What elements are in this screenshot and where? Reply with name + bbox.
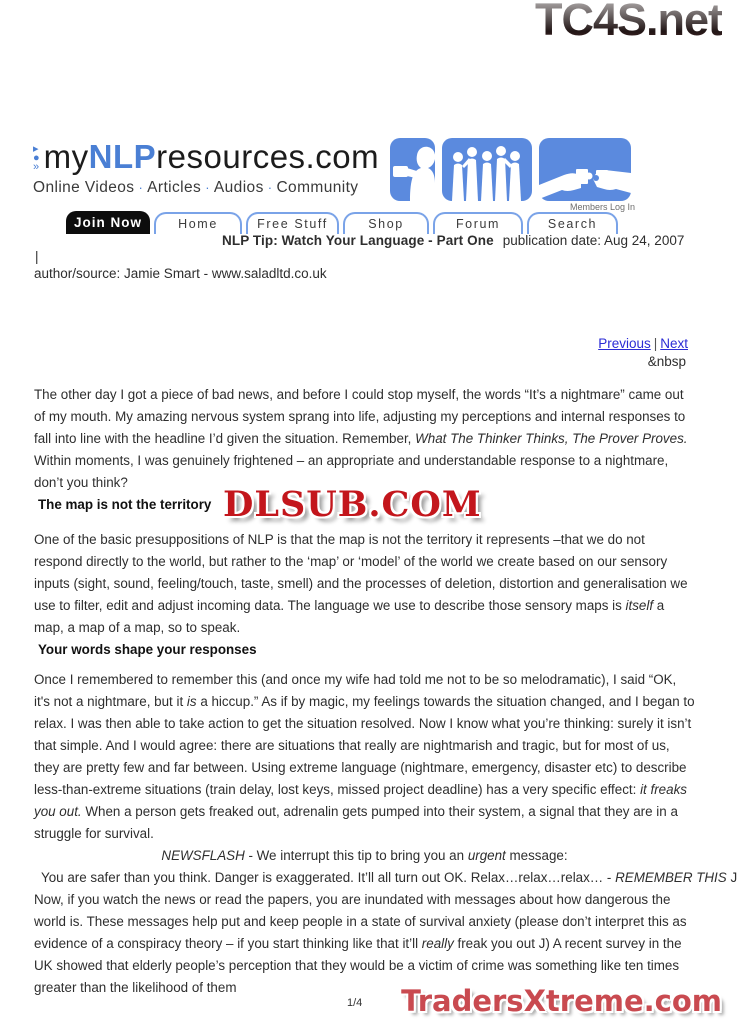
tagline-dot-icon: · [205, 180, 210, 195]
author-source-line: author/source: Jamie Smart - www.saladltd.co.uk [34, 266, 327, 281]
fast-forward-icon: » [33, 161, 40, 173]
logo-text: myNLPresources.com [43, 138, 380, 175]
nbsp-literal-text: &nbsp [647, 354, 686, 369]
paragraph-hiccup: Once I remembered to remember this (and once my wife had told me not to be so melodramatic), I said “OK, it's not a nightmare, but it is a hiccup.” As if by magic, my feelings towards the situation changed, and I began to relax. I was then able to take action to get the situation resolved. Now I know what you’re thinking: surely it isn’t that simple. And I would agree: there are situations that really are nightmarish and tragic, but for most of us, they are pretty few and far between. Using extreme language (nightmare, emergency, disaster etc) to describe less-than-extreme situations (train delay, lost keys, missed project deadline) has a very specific effect: it freaks you out. When a person gets freaked out, adrenalin gets pumped into their system, a signal that they are in a struggle for survival. [34, 672, 695, 841]
logo-play-dot-icon [33, 145, 40, 176]
site-tagline: Online Videos · Articles · Audios · Community [33, 179, 359, 196]
safer-line: You are safer than you think. Danger is exaggerated. It’ll all turn out OK. Relax…relax…relax… - REMEMBER THIS J [41, 870, 737, 885]
pager-separator: | [653, 336, 658, 351]
dot-icon: ● [33, 152, 40, 164]
tab-shop[interactable]: Shop [343, 212, 429, 234]
publication-date: publication date: Aug 24, 2007 [502, 233, 685, 248]
tab-free-stuff[interactable]: Free Stuff [246, 212, 339, 234]
puzzle-hands-image [539, 138, 631, 201]
tagline-dot-icon: · [267, 180, 273, 195]
heading-map-territory: The map is not the territory [38, 497, 212, 512]
newsflash-line: NEWSFLASH - We interrupt this tip to bring you an urgent message: [161, 848, 568, 863]
tab-home[interactable]: Home [154, 212, 242, 234]
watermark-tc4s: TC4S.net [535, 0, 722, 46]
paragraph-presuppositions: One of the basic presuppositions of NLP is that the map is not the territory it represents –that we do not respond directly to the world, but rather to the ‘map’ or ‘model’ of the world we create based on our sensory inputs (sight, sound, feeling/touch, taste, smell) and the processes of deletion, distortion and generalisation we use to filter, edit and adjust incoming data. The language we use to describe those sensory maps is itself a map, a map of a map, so to speak. [34, 532, 688, 635]
watermark-tradersxtreme: TradersXtreme.com [401, 984, 722, 1018]
article-title: NLP Tip: Watch Your Language - Part One [222, 233, 494, 248]
tab-forum[interactable]: Forum [433, 212, 523, 234]
next-link[interactable]: Next [660, 336, 688, 351]
article-title-line [222, 233, 684, 248]
tagline-dot-icon: · [138, 180, 144, 195]
tab-search[interactable]: Search [527, 212, 618, 234]
page-indicator: 1/4 [347, 997, 363, 1009]
people-group-image [442, 138, 532, 201]
site-logo[interactable] [33, 138, 379, 197]
heading-words-responses: Your words shape your responses [38, 642, 257, 657]
pager [598, 336, 688, 351]
previous-link[interactable]: Previous [598, 336, 651, 351]
main-nav [66, 211, 618, 234]
camera-person-image [390, 138, 435, 201]
join-now-tab[interactable]: Join Now [66, 211, 150, 234]
paragraph-bad-news: The other day I got a piece of bad news, and before I could stop myself, the words “It’s a nightmare” came out of my mouth. My amazing nervous system sprang into life, adjusting my perceptions and internal responses to fall into line with the headline I’d given the situation. Remember, What The Thinker Thinks, The Prover Proves. Within moments, I was genuinely frightened – an appropriate and understandable response to a nightmare, don’t you think? [34, 387, 688, 490]
watermark-dlsub: DLSUB.COM [223, 484, 482, 525]
play-triangle-icon: ▸ [33, 143, 39, 155]
article-body [34, 384, 737, 999]
logo-nlp-highlight: NLP [88, 138, 157, 175]
stray-pipe-text: | [35, 249, 39, 264]
paragraph-news-papers: Now, if you watch the news or read the papers, you are inundated with messages about how dangerous the world is. These messages help put and keep people in a state of survival anxiety (please don’t interpret this as evidence of a conspiracy theory – if you start thinking like that it’ll really freak you out J) A recent survey in the UK showed that elderly people’s perception that they would be a victim of crime was something like ten times greater than the likelihood of them [34, 892, 687, 995]
header-banner-images [390, 138, 631, 201]
members-login-link[interactable]: Members Log In [569, 202, 635, 212]
